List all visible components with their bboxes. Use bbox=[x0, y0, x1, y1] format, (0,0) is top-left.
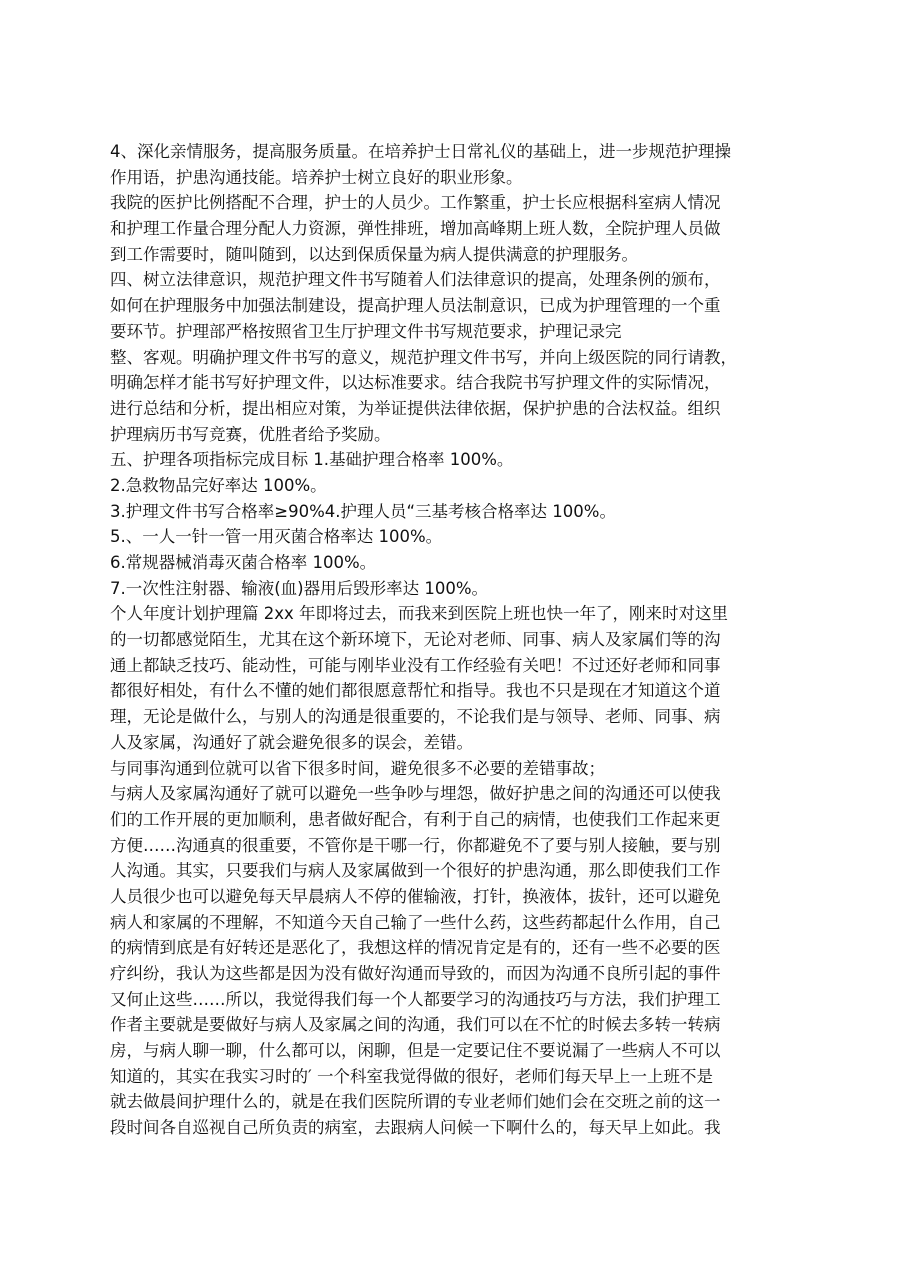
text-line: 方便……沟通真的很重要，不管你是干哪一行，你都避免不了要与别人接触，要与别 bbox=[110, 835, 721, 855]
text-line: 人及家属，沟通好了就会避免很多的误会，差错。 bbox=[110, 732, 473, 752]
text-line: 人沟通。其实，只要我们与病人及家属做到一个很好的护患沟通，那么即使我们工作 bbox=[110, 861, 721, 881]
text-line: 与同事沟通到位就可以省下很多时间，避免很多不必要的差错事故； bbox=[110, 758, 605, 778]
text-line: 作者主要就是要做好与病人及家属之间的沟通，我们可以在不忙的时候去多转一转病 bbox=[110, 1015, 721, 1035]
text-line: 护理病历书写竞赛，优胜者给予奖励。 bbox=[110, 424, 391, 444]
text-line: 个人年度计划护理篇 2xx 年即将过去，而我来到医院上班也快一年了，刚来时对这里 bbox=[110, 604, 729, 624]
text-line: 与病人及家属沟通好了就可以避免一些争吵与埋怨，做好护患之间的沟通还可以使我 bbox=[110, 784, 721, 804]
text-line: 5.、一人一针一管一用灭菌合格率达 100%。 bbox=[110, 527, 443, 547]
text-line: 的一切都感觉陌生，尤其在这个新环境下，无论对老师、同事、病人及家属们等的沟 bbox=[110, 630, 721, 650]
text-line: 们的工作开展的更加顺利，患者做好配合，有利于自己的病情，也使我们工作起来更 bbox=[110, 809, 721, 829]
text-line: 6.常规器械消毒灭菌合格率 100%。 bbox=[110, 553, 377, 572]
text-line: 病人和家属的不理解，不知道今天自己输了一些什么药，这些药都起什么作用，自己 bbox=[110, 912, 721, 932]
text-line: 房，与病人聊一聊，什么都可以，闲聊，但是一定要记住不要说漏了一些病人不可以 bbox=[110, 1041, 721, 1061]
text-line: 四、树立法律意识，规范护理文件书写随着人们法律意识的提高，处理条例的颁布， bbox=[110, 270, 721, 290]
text-line: 如何在护理服务中加强法制建设，提高护理人员法制意识，已成为护理管理的一个重 bbox=[110, 296, 721, 316]
text-line: 3.护理文件书写合格率≥90%4.护理人员“三基考核合格率达 100%。 bbox=[110, 501, 616, 521]
text-line: 2.急救物品完好率达 100%。 bbox=[110, 475, 327, 495]
text-line: 到工作需要时，随叫随到，以达到保质保量为病人提供满意的护理服务。 bbox=[110, 244, 638, 264]
text-line: 又何止这些……所以，我觉得我们每一个人都要学习的沟通技巧与方法，我们护理工 bbox=[110, 989, 721, 1009]
text-line: 明确怎样才能书写好护理文件，以达标准要求。结合我院书写护理文件的实际情况， bbox=[110, 373, 721, 393]
text-line: 整、客观。明确护理文件书写的意义，规范护理文件书写，并向上级医院的同行请教， bbox=[110, 347, 737, 367]
text-line: 的病情到底是有好转还是恶化了，我想这样的情况肯定是有的，还有一些不必要的医 bbox=[110, 938, 721, 958]
text-line: 要环节。护理部严格按照省卫生厅护理文件书写规范要求，护理记录完 bbox=[110, 321, 622, 341]
text-line: 知道的，其实在我实习时的′ 一个科室我觉得做的很好，老师们每天早上一上班不是 bbox=[110, 1066, 713, 1086]
text-line: 都很好相处，有什么不懂的她们都很愿意帮忙和指导。我也不只是现在才知道这个道 bbox=[110, 681, 721, 701]
text-line: 理，无论是做什么，与别人的沟通是很重要的，不论我们是与领导、老师、同事、病 bbox=[110, 707, 721, 727]
text-line: 7.一次性注射器、输液(血)器用后毁形率达 100%。 bbox=[110, 578, 489, 598]
text-line: 通上都缺乏技巧、能动性，可能与刚毕业没有工作经验有关吧！不过还好老师和同事 bbox=[110, 655, 721, 675]
text-line: 段时间各自巡视自己所负责的病室，去跟病人问候一下啊什么的，每天早上如此。我 bbox=[110, 1118, 721, 1138]
document-body bbox=[110, 139, 800, 1141]
text-line: 人员很少也可以避免每天早晨病人不停的催输液，打针，换液体，拔针，还可以避免 bbox=[110, 886, 721, 906]
text-line: 就去做晨间护理什么的，就是在我们医院所谓的专业老师们她们会在交班之前的这一 bbox=[110, 1092, 721, 1112]
text-line: 4、深化亲情服务，提高服务质量。在培养护士日常礼仪的基础上，进一步规范护理操 bbox=[110, 142, 731, 161]
text-line: 我院的医护比例搭配不合理，护士的人员少。工作繁重，护士长应根据科室病人情况 bbox=[110, 193, 721, 213]
text-line: 和护理工作量合理分配人力资源，弹性排班，增加高峰期上班人数，全院护理人员做 bbox=[110, 219, 721, 239]
text-line: 五、护理各项指标完成目标 1.基础护理合格率 100%。 bbox=[110, 450, 514, 470]
text-line: 进行总结和分析，提出相应对策，为举证提供法律依据，保护护患的合法权益。组织 bbox=[110, 398, 721, 418]
text-line: 疗纠纷，我认为这些都是因为没有做好沟通而导致的，而因为沟通不良所引起的事件 bbox=[110, 964, 721, 983]
text-line: 作用语，护患沟通技能。培养护士树立良好的职业形象。 bbox=[110, 167, 523, 187]
